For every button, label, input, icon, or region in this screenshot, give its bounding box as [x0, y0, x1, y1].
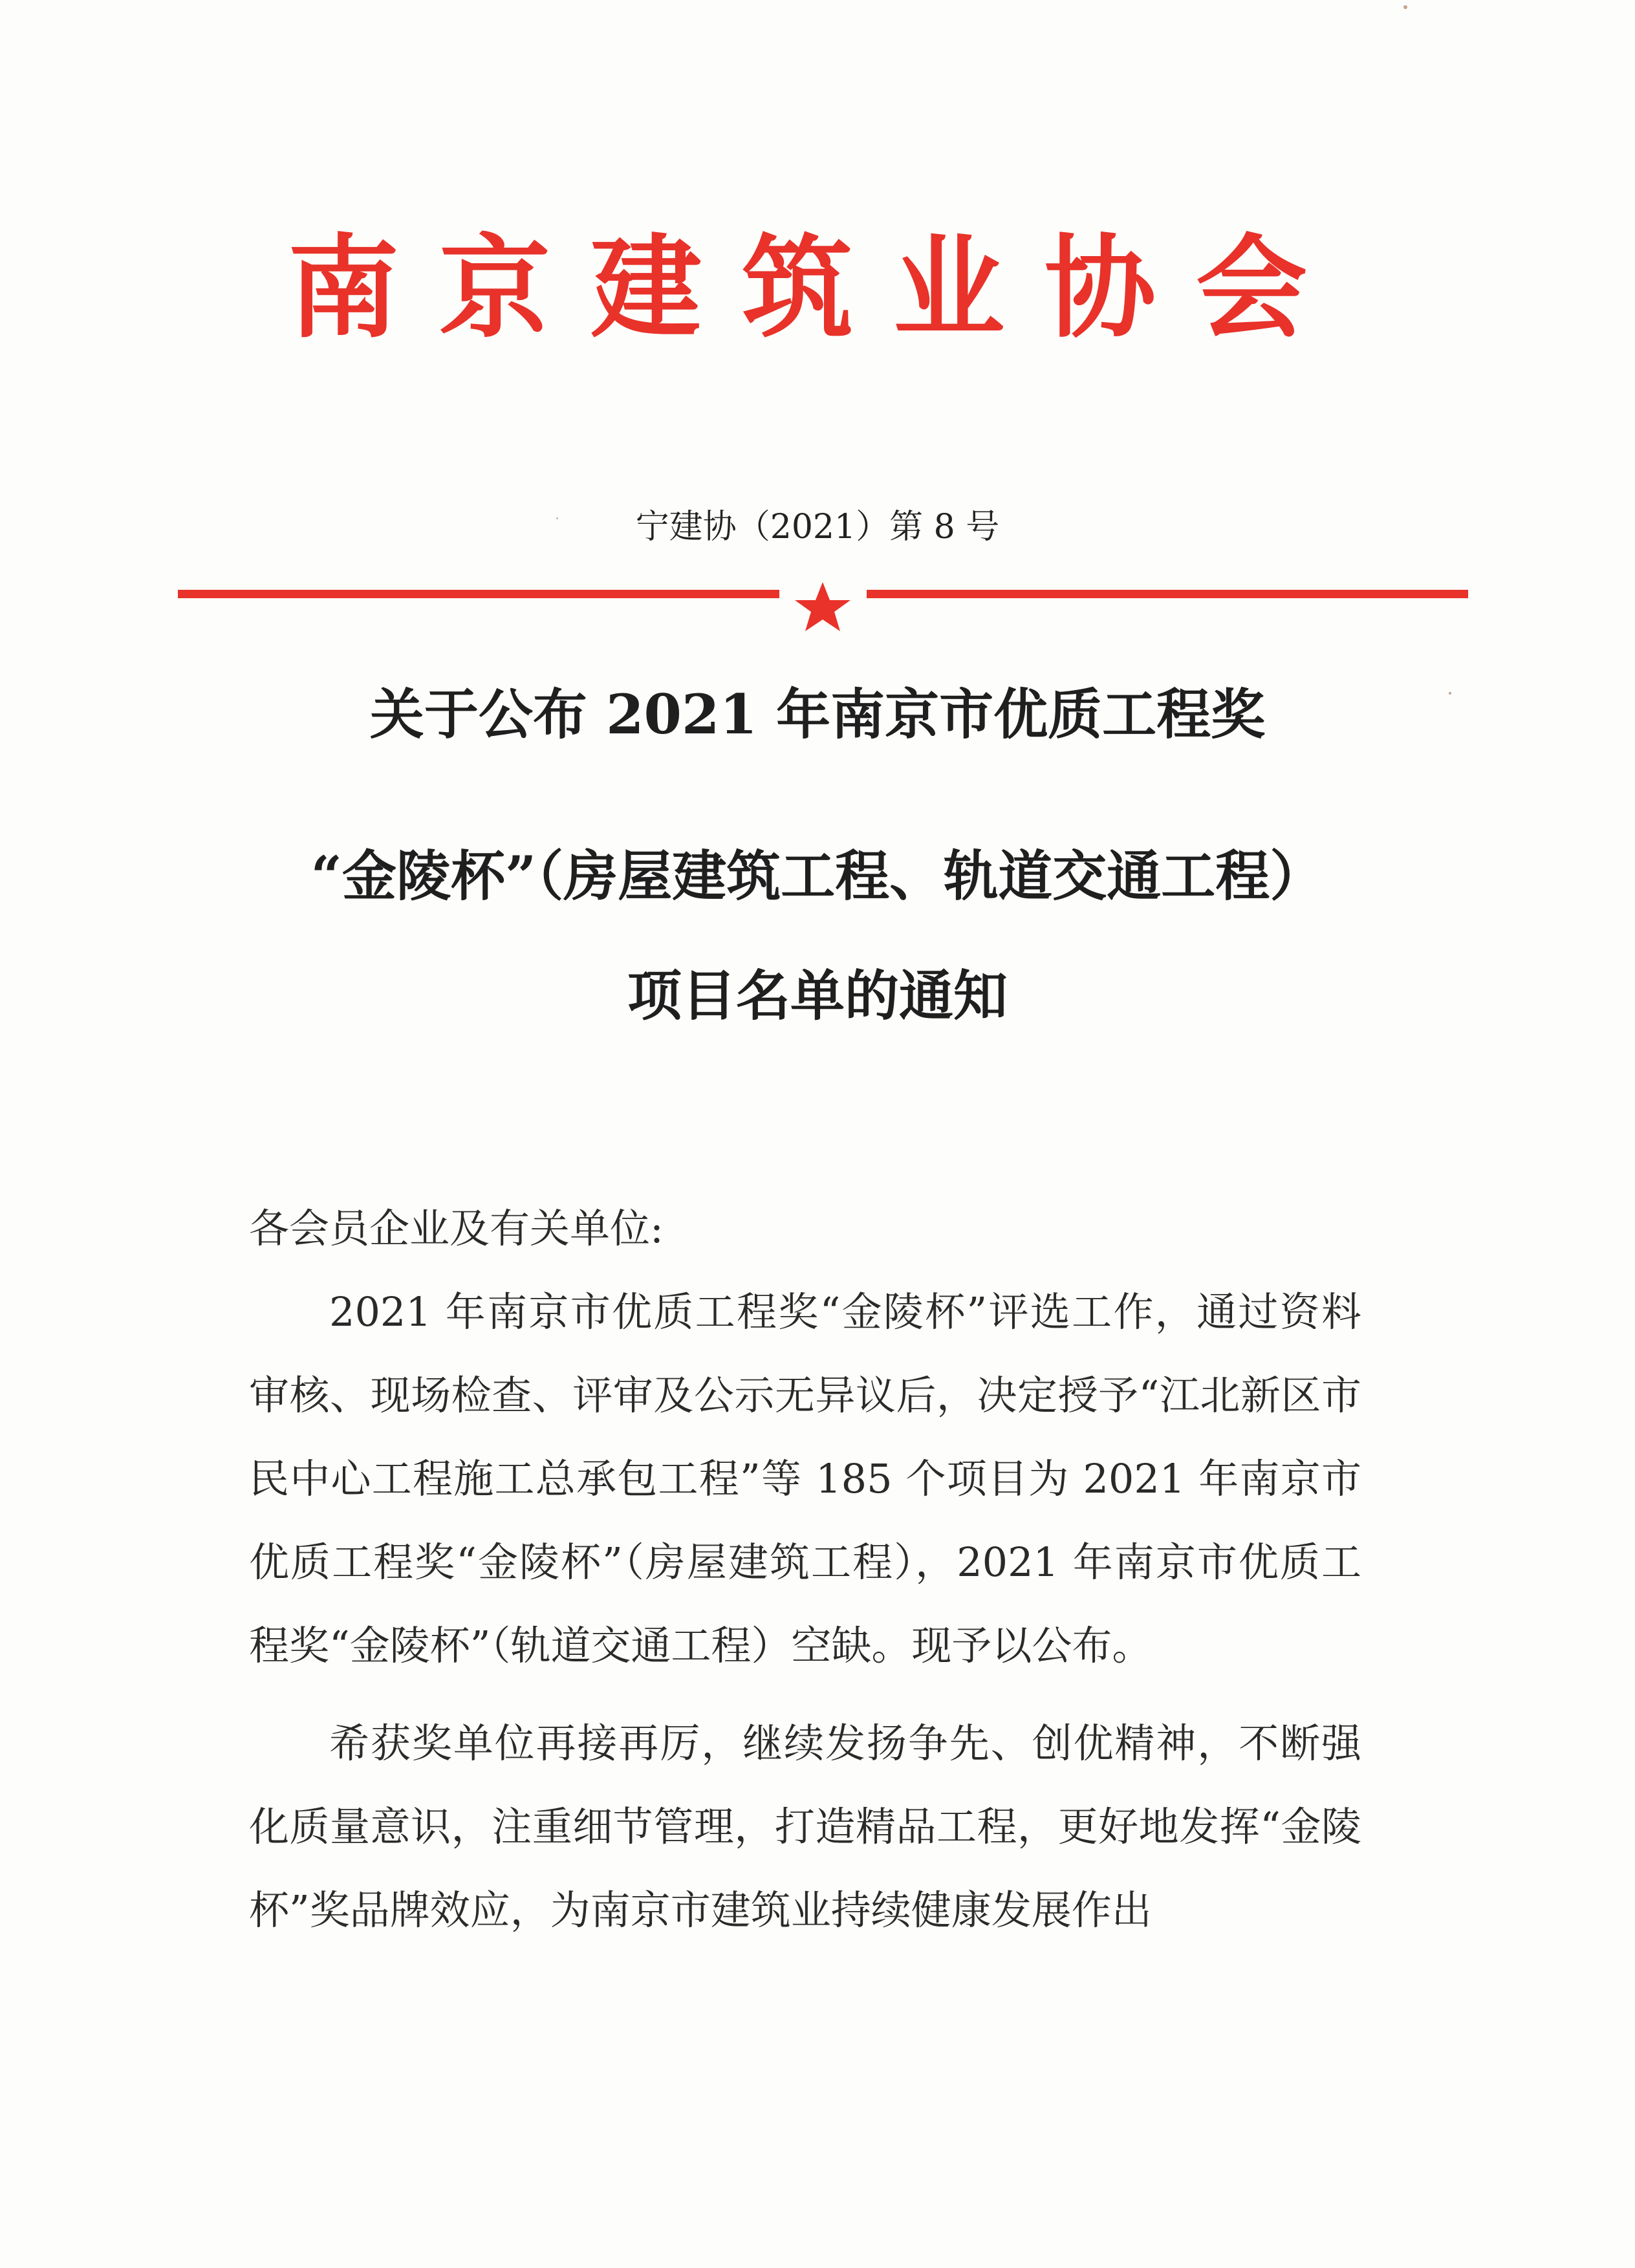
scan-speck [1403, 5, 1407, 9]
separator-left-bar [178, 590, 779, 598]
body-paragraph-2: 希获奖单位再接再厉，继续发扬争先、创优精神，不断强化质量意识，注重细节管理，打造精品工程，更好地发挥“金陵杯”奖品牌效应，为南京市建筑业持续健康发展作出 [249, 1720, 1361, 1934]
red-separator-line [178, 582, 1468, 634]
salutation: 各会员企业及有关单位: [249, 1205, 664, 1252]
notice-title-line-2: “金陵杯”（房屋建筑工程、轨道交通工程） [310, 844, 1325, 908]
body-paragraph-1: 2021 年南京市优质工程奖“金陵杯”评选工作，通过资料审核、现场检查、评审及公示无异议后，决定授予“江北新区市民中心工程施工总承包工程”等 185 个项目为 2021 年南京市优质工程奖“金陵杯”（房屋建筑工程），2021 年南京市优质工程奖“金陵杯”（轨道交通工程）空缺。现予以公布。 [249, 1288, 1361, 1669]
notice-title-line-3: 项目名单的通知 [627, 964, 1008, 1028]
notice-title-line-1: 关于公布 2021 年南京市优质工程奖 [369, 682, 1266, 746]
organization-header: 南京建筑业协会 [288, 222, 1347, 353]
star-icon [795, 582, 850, 631]
scan-speck [556, 517, 558, 519]
separator-right-bar [867, 590, 1468, 598]
document-number: 宁建协（2021）第 8 号 [635, 508, 1000, 546]
notice-body [249, 1187, 1361, 1952]
scan-speck [1449, 692, 1451, 695]
